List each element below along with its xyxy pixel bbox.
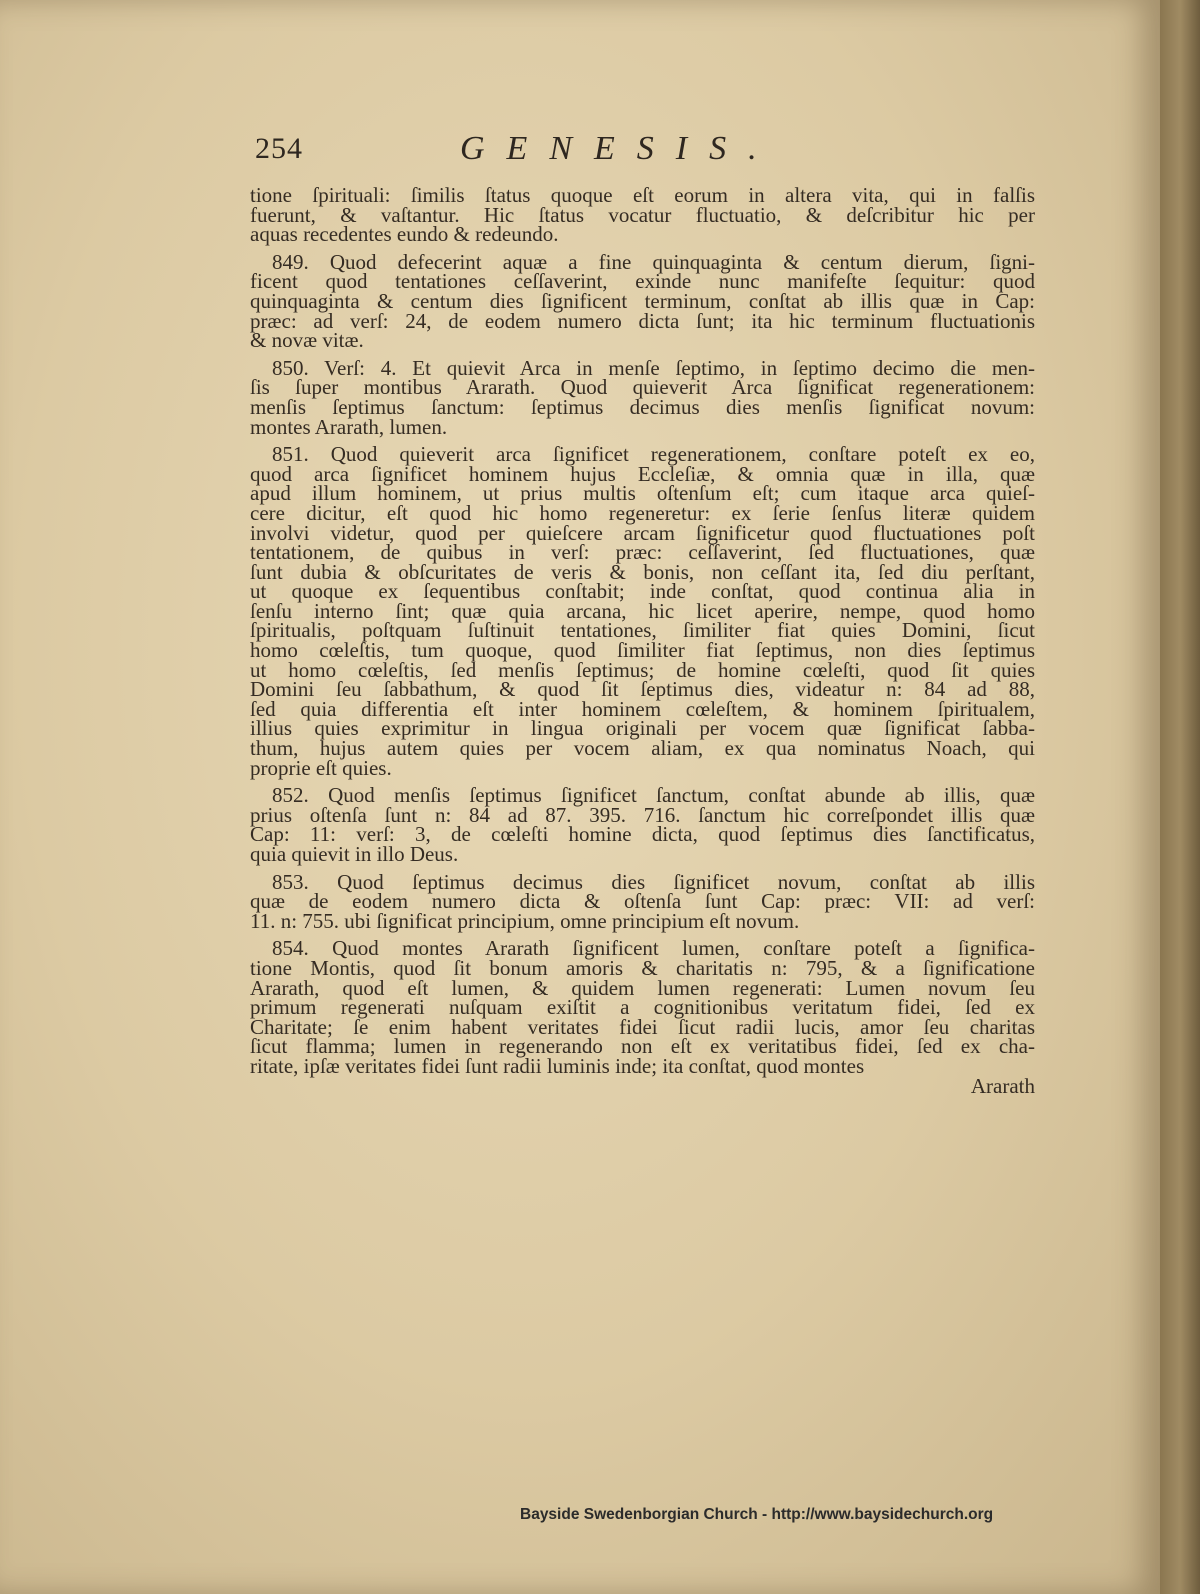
text-line: montes Ararath, lumen.: [250, 414, 448, 439]
text-line: ut quoque ex ſequentibus conſtabit; inde conſtat, quod continua alia in: [250, 579, 1035, 604]
text-line: quod arca ſignificet hominem hujus Eccleſiæ, & omnia quæ in illa, quæ: [250, 461, 1035, 486]
text-line: fuerunt, & vaſtantur. Hic ſtatus vocatur fluctuatio, & deſcribitur hic per: [250, 202, 1035, 227]
text-line: thum, hujus autem quies per vocem aliam, ex qua nominatus Noach, qui: [250, 736, 1035, 761]
text-line: involvi videtur, quod per quieſcere arcam ſignificetur quod fluctuationes poſt: [250, 520, 1035, 545]
paragraph: [250, 355, 1035, 439]
text-line: quia quievit in illo Deus.: [250, 842, 459, 866]
page-title: GENESIS.: [460, 130, 779, 167]
text-line: Domini ſeu ſabbathum, & quod ſit ſeptimus dies, videatur n: 84 ad 88,: [250, 677, 1035, 702]
text-line: ſenſu interno ſint; quæ quia arcana, hic licet aperire, nempe, quod homo: [250, 598, 1035, 623]
text-line: tione Montis, quod ſit bonum amoris & charitatis n: 795, & a ſignificatione: [250, 955, 1035, 980]
paragraph: [250, 249, 1035, 353]
text-line: 849. Quod defecerint aquæ a fine quinquaginta & centum dierum, ſigni-: [272, 249, 1035, 274]
paragraph: [250, 869, 1035, 933]
book-gutter: [1160, 0, 1200, 1594]
page-number: 254: [255, 132, 303, 165]
text-line: 851. Quod quieverit arca ſignificet regenerationem, conſtare poteſt ex eo,: [272, 442, 1035, 467]
text-line: 11. n: 755. ubi ſignificat principium, omne principium eſt novum.: [250, 908, 800, 933]
text-line: ſed quia differentia eſt inter hominem cœleſtem, & hominem ſpiritualem,: [250, 696, 1035, 721]
catchword: Ararath: [970, 1073, 1035, 1098]
text-line: illius quies exprimitur in lingua originali per vocem quæ ſignificat ſabba-: [250, 716, 1035, 741]
text-line: apud illum hominem, ut prius multis oſtenſum eſt; cum itaque arca quieſ-: [250, 481, 1035, 506]
paragraph: [250, 442, 1035, 780]
text-line: proprie eſt quies.: [250, 755, 392, 780]
paragraph: [250, 183, 1035, 247]
text-line: 852. Quod menſis ſeptimus ſignificet ſanctum, conſtat abunde ab illis, quæ: [272, 783, 1035, 808]
footer-credit: Bayside Swedenborgian Church - http://www.baysidechurch.org: [520, 1506, 994, 1523]
text-line: ficent quod tentationes ceſſaverint, exinde nunc manifeſte ſequitur: quod: [250, 269, 1035, 294]
text-line: primum regenerati nuſquam exiſtit a cognitionibus veritatum fidei, ſed ex: [250, 995, 1035, 1020]
text-line: quæ de eodem numero dicta & oſtenſa ſunt Cap: præc: VII: ad verſ:: [250, 889, 1035, 914]
text-line: Cap: 11: verſ: 3, de cœleſti homine dicta, quod ſeptimus dies ſanctificatus,: [250, 822, 1035, 847]
text-line: tione ſpirituali: ſimilis ſtatus quoque eſt eorum in altera vita, qui in falſis: [250, 183, 1035, 207]
text-line: homo cœleſtis, tum quoque, quod ſimiliter fiat ſeptimus, non dies ſeptimus: [250, 638, 1035, 663]
text-line: ut homo cœleſtis, ſed menſis ſeptimus; de homine cœleſti, quod ſit quies: [250, 657, 1035, 682]
running-head: [255, 132, 1055, 178]
paragraph: [250, 783, 1035, 866]
text-line: aquas recedentes eundo & redeundo.: [250, 222, 559, 247]
paragraph: [250, 936, 1035, 1098]
text-line: præc: ad verſ: 24, de eodem numero dicta ſunt; ita hic terminum fluctuationis: [250, 308, 1035, 333]
text-line: ſunt dubia & obſcuritates de veris & bonis, non ceſſant ita, ſed diu perſtant,: [250, 559, 1035, 584]
text-line: ſpiritualis, poſtquam ſuſtinuit tentationes, ſimiliter fiat quies Domini, ſicut: [250, 618, 1035, 643]
text-line: ſis ſuper montibus Ararath. Quod quieverit Arca ſignificat regenerationem:: [250, 375, 1035, 400]
text-line: ſicut flamma; lumen in regenerando non eſt ex veritatibus fidei, ſed ex cha-: [250, 1034, 1035, 1059]
text-line: 854. Quod montes Ararath ſignificent lumen, conſtare poteſt a ſignifica-: [272, 936, 1035, 961]
text-line: cere dicitur, eſt quod hic homo regeneretur: ex ſerie ſenſus literæ quidem: [250, 500, 1035, 525]
text-line: 850. Verſ: 4. Et quievit Arca in menſe ſeptimo, in ſeptimo decimo die men-: [272, 355, 1035, 380]
body-text: [250, 183, 1035, 1104]
text-line: Charitate; ſe enim habent veritates fidei ſicut radii lucis, amor ſeu charitas: [250, 1014, 1035, 1039]
text-line: & novæ vitæ.: [250, 328, 364, 353]
text-line: menſis ſeptimus ſanctum: ſeptimus decimus dies menſis ſignificat novum:: [250, 394, 1035, 419]
text-line: tentationem, de quibus in verſ: præc: ceſſaverint, ſed fluctuationes, quæ: [250, 540, 1035, 565]
text-line: ritate, ipſæ veritates fidei ſunt radii luminis inde; ita conſtat, quod montes: [250, 1053, 865, 1078]
text-line: prius oſtenſa ſunt n: 84 ad 87. 395. 716. ſanctum hic correſpondet illis quæ: [250, 802, 1035, 827]
text-line: quinquaginta & centum dies ſignificent terminum, conſtat ab illis quæ in Cap:: [250, 288, 1035, 313]
text-line: 853. Quod ſeptimus decimus dies ſignificet novum, conſtat ab illis: [272, 869, 1035, 894]
text-line: Ararath, quod eſt lumen, & quidem lumen regenerati: Lumen novum ſeu: [250, 975, 1035, 1000]
